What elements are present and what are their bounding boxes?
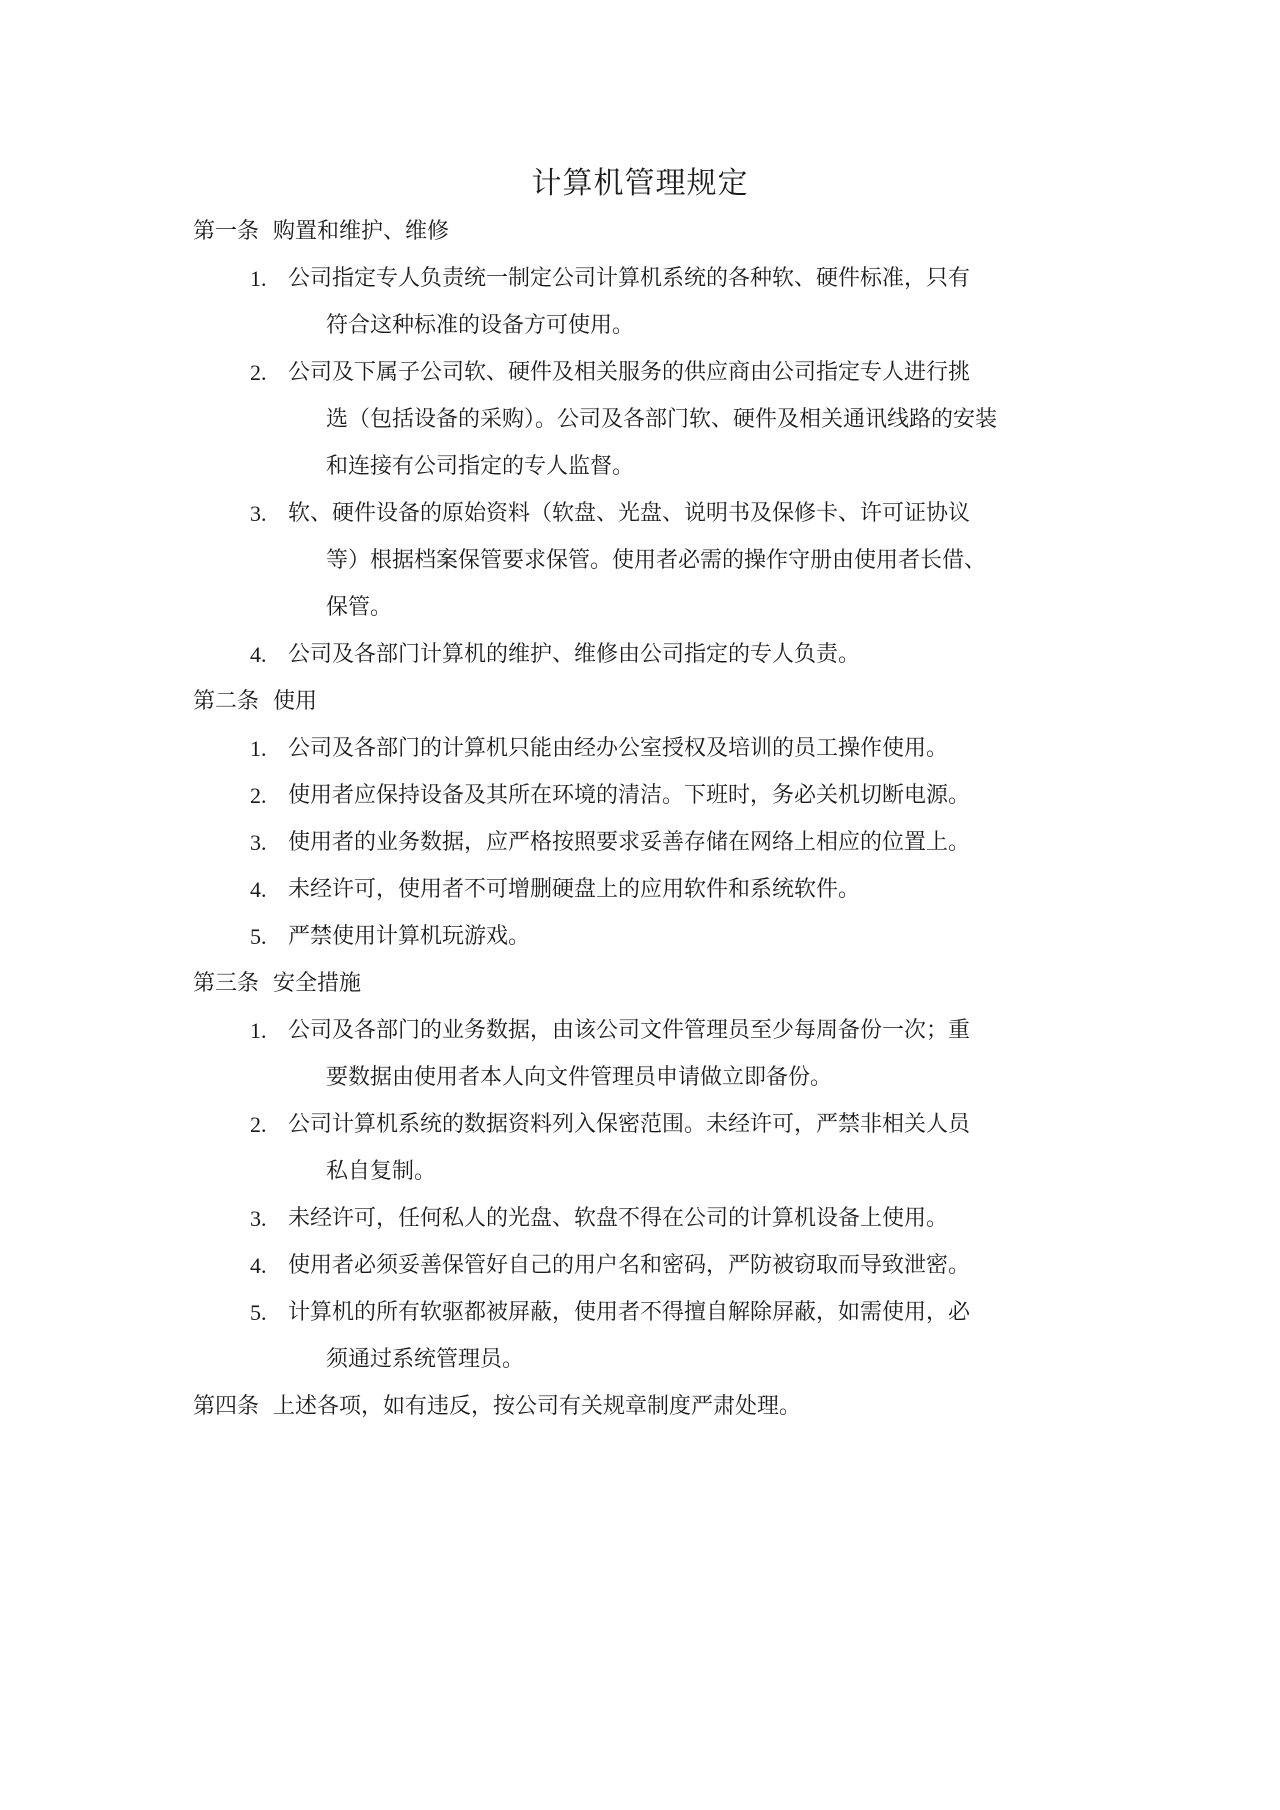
document-body [193, 208, 1093, 1430]
article-title: 使用 [273, 689, 318, 714]
list-item [193, 1289, 1093, 1383]
item-number: 2. [250, 360, 267, 385]
item-number: 1. [250, 736, 267, 761]
item-line: 未经许可，使用者不可增删硬盘上的应用软件和系统软件。 [288, 877, 861, 902]
item-line: 公司指定专人负责统一制定公司计算机系统的各种软、硬件标准，只有 [288, 266, 971, 291]
item-line: 和连接有公司指定的专人监督。 [326, 454, 635, 479]
article-title: 上述各项，如有违反，按公司有关规章制度严肃处理。 [273, 1394, 802, 1419]
list-item [193, 349, 1093, 490]
item-text [288, 490, 1093, 631]
item-number: 5. [250, 924, 267, 949]
list-item [193, 819, 1093, 866]
article-number: 第三条 [193, 971, 260, 996]
item-line: 符合这种标准的设备方可使用。 [326, 313, 635, 338]
item-line: 私自复制。 [326, 1159, 437, 1184]
item-line: 公司计算机系统的数据资料列入保密范围。未经许可，严禁非相关人员 [288, 1112, 971, 1137]
item-number: 1. [250, 1018, 267, 1043]
item-text [288, 1195, 1093, 1242]
list-item [193, 913, 1093, 960]
item-line: 保管。 [326, 595, 393, 620]
item-line: 严禁使用计算机玩游戏。 [288, 924, 531, 949]
item-text [288, 725, 1093, 772]
item-line: 未经许可，任何私人的光盘、软盘不得在公司的计算机设备上使用。 [288, 1206, 949, 1231]
article-4 [193, 1383, 1093, 1430]
item-text [288, 1289, 1093, 1383]
list-item [193, 1007, 1093, 1101]
list-item [193, 1242, 1093, 1289]
item-line: 使用者的业务数据，应严格按照要求妥善存储在网络上相应的位置上。 [288, 830, 971, 855]
item-number: 2. [250, 783, 267, 808]
item-line: 软、硬件设备的原始资料（软盘、光盘、说明书及保修卡、许可证协议 [288, 501, 971, 526]
list-item [193, 1195, 1093, 1242]
document-title: 计算机管理规定 [531, 166, 749, 201]
article-1 [193, 208, 1093, 678]
item-number: 2. [250, 1112, 267, 1137]
article-number: 第二条 [193, 689, 260, 714]
item-text [288, 255, 1093, 349]
item-text [288, 1242, 1093, 1289]
item-text [288, 913, 1093, 960]
item-number: 4. [250, 877, 267, 902]
list-item [193, 631, 1093, 678]
article-title: 安全措施 [273, 971, 362, 996]
article-3 [193, 960, 1093, 1383]
item-text [288, 772, 1093, 819]
article-title: 购置和维护、维修 [273, 219, 450, 244]
item-text [288, 819, 1093, 866]
article-number: 第四条 [193, 1394, 260, 1419]
item-text [288, 631, 1093, 678]
list-item [193, 1101, 1093, 1195]
list-item [193, 772, 1093, 819]
item-line: 选（包括设备的采购）。公司及各部门软、硬件及相关通讯线路的安装 [326, 407, 998, 432]
item-line: 公司及各部门计算机的维护、维修由公司指定的专人负责。 [288, 642, 861, 667]
item-line: 等）根据档案保管要求保管。使用者必需的操作守册由使用者长借、 [326, 548, 987, 573]
list-item [193, 490, 1093, 631]
item-line: 使用者应保持设备及其所在环境的清洁。下班时，务必关机切断电源。 [288, 783, 971, 808]
item-line: 要数据由使用者本人向文件管理员申请做立即备份。 [326, 1065, 833, 1090]
item-number: 1. [250, 266, 267, 291]
item-line: 公司及各部门的计算机只能由经办公室授权及培训的员工操作使用。 [288, 736, 949, 761]
item-number: 5. [250, 1300, 267, 1325]
article-2 [193, 678, 1093, 960]
item-text [288, 1101, 1093, 1195]
article-heading [193, 208, 1093, 255]
article-heading [193, 678, 1093, 725]
item-number: 3. [250, 501, 267, 526]
list-item [193, 255, 1093, 349]
item-number: 3. [250, 1206, 267, 1231]
item-line: 公司及各部门的业务数据，由该公司文件管理员至少每周备份一次；重 [288, 1018, 971, 1043]
item-number: 3. [250, 830, 267, 855]
article-number: 第一条 [193, 219, 260, 244]
item-number: 4. [250, 1253, 267, 1278]
item-text [288, 349, 1093, 490]
item-line: 须通过系统管理员。 [326, 1347, 525, 1372]
list-item [193, 725, 1093, 772]
article-heading [193, 1383, 1093, 1430]
item-text [288, 1007, 1093, 1101]
item-line: 公司及下属子公司软、硬件及相关服务的供应商由公司指定专人进行挑 [288, 360, 971, 385]
item-line: 使用者必须妥善保管好自己的用户名和密码，严防被窃取而导致泄密。 [288, 1253, 971, 1278]
list-item [193, 866, 1093, 913]
item-text [288, 866, 1093, 913]
article-heading [193, 960, 1093, 1007]
item-line: 计算机的所有软驱都被屏蔽，使用者不得擅自解除屏蔽，如需使用，必 [288, 1300, 971, 1325]
item-number: 4. [250, 642, 267, 667]
